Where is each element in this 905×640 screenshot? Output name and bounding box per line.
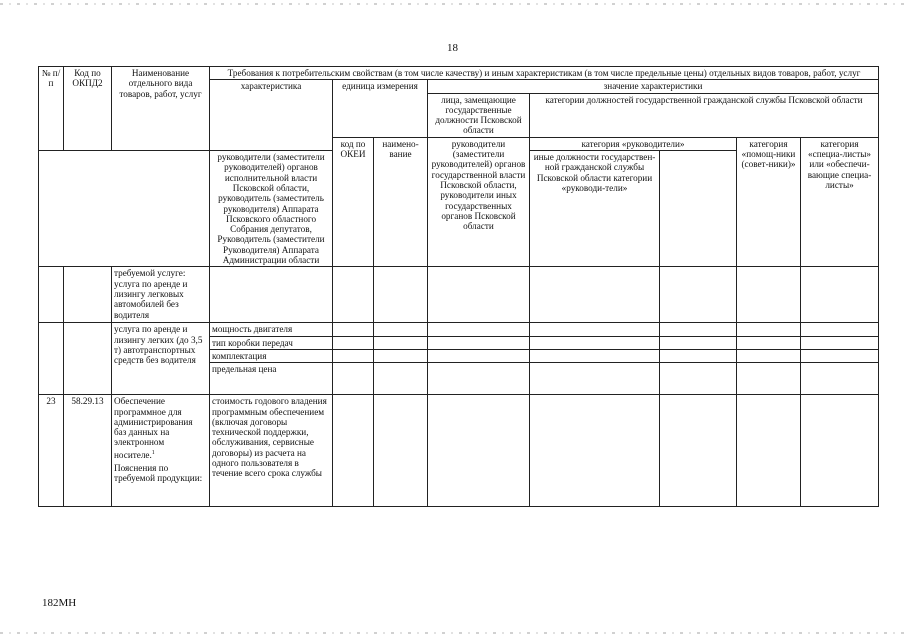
row-name-cell xyxy=(112,395,210,507)
row-code xyxy=(64,267,112,323)
header-heads-bodies: руководители (заместители руководителей) органов государственной власти Псковской области, руководители иных государственных органов Псковской области xyxy=(428,137,530,267)
row-char xyxy=(210,267,333,323)
requirements-table xyxy=(38,66,879,507)
row-num xyxy=(39,323,64,395)
table-row xyxy=(39,395,879,507)
document-code: 182МН xyxy=(42,597,77,609)
row-char: мощность двигателя xyxy=(210,323,333,336)
scan-noise-top xyxy=(0,3,905,5)
footnote-marker: 1 xyxy=(151,449,155,456)
row-name: Обеспечение программное для администрирования баз данных на электронном носителе. xyxy=(114,396,193,460)
row-name: требуемой услуге: услуга по аренде и лизингу легковых автомобилей без водителя xyxy=(112,267,210,323)
row-code: 58.29.13 xyxy=(64,395,112,507)
table-row xyxy=(39,323,879,336)
header-value: значение характеристики xyxy=(428,80,879,93)
header-unit-code: код по ОКЕИ xyxy=(333,137,374,267)
header-unit: единица измерения xyxy=(333,80,428,137)
header-categories: категории должностей государственной гражданской службы Псковской области xyxy=(530,93,879,137)
header-cat-heads-a: руководители (заместители руководителей) органов исполнительной власти Псковской области, руководитель (заместитель руководителя) Аппарата Псковского областного Собрания депутатов, Руководитель (заместители Руководителя) Аппарата Администрации области xyxy=(210,151,333,267)
page-number: 18 xyxy=(447,42,458,54)
row-char: комплектация xyxy=(210,349,333,362)
header-name: Наименование отдельного вида товаров, работ, услуг xyxy=(112,67,210,151)
row-name: услуга по аренде и лизингу легких (до 3,5 т) автотранспортных средств без водителя xyxy=(112,323,210,395)
row-char: предельная цена xyxy=(210,363,333,395)
header-unit-name: наимено-вание xyxy=(374,137,428,267)
row-num: 23 xyxy=(39,395,64,507)
row-char: тип коробки передач xyxy=(210,336,333,349)
row-code xyxy=(64,323,112,395)
row-num xyxy=(39,267,64,323)
table-row xyxy=(39,267,879,323)
row-name-extra: Пояснения по требуемой продукции: xyxy=(114,463,203,484)
header-cat-heads-b: иные должности государствен-ной гражданской службы Псковской области категории «руководи-тели» xyxy=(530,151,660,267)
scan-noise-bottom xyxy=(0,632,905,634)
header-cat-assistants: категория «помощ-ники (совет-ники)» xyxy=(737,137,801,267)
header-okpd: Код по ОКПД2 xyxy=(64,67,112,151)
header-cat-specialists: категория «специа-листы» или «обеспечи-вающие специа-листы» xyxy=(801,137,879,267)
header-cat-heads: категория «руководители» xyxy=(530,137,737,150)
header-characteristic: характеристика xyxy=(210,80,333,151)
header-row-1 xyxy=(39,67,879,80)
header-num: № п/п xyxy=(39,67,64,151)
header-persons: лица, замещающие государственные должности Псковской области xyxy=(428,93,530,137)
header-requirements: Требования к потребительским свойствам (в том числе качеству) и иным характеристикам (в том числе предельные цены) отдельных видов товаров, работ, услуг xyxy=(210,67,879,80)
row-char: стоимость годового владения программным обеспечением (включая договоры технической поддержки, обслуживания, сервисные договоры) из расчета на одного пользователя в течение всего срока службы xyxy=(210,395,333,507)
